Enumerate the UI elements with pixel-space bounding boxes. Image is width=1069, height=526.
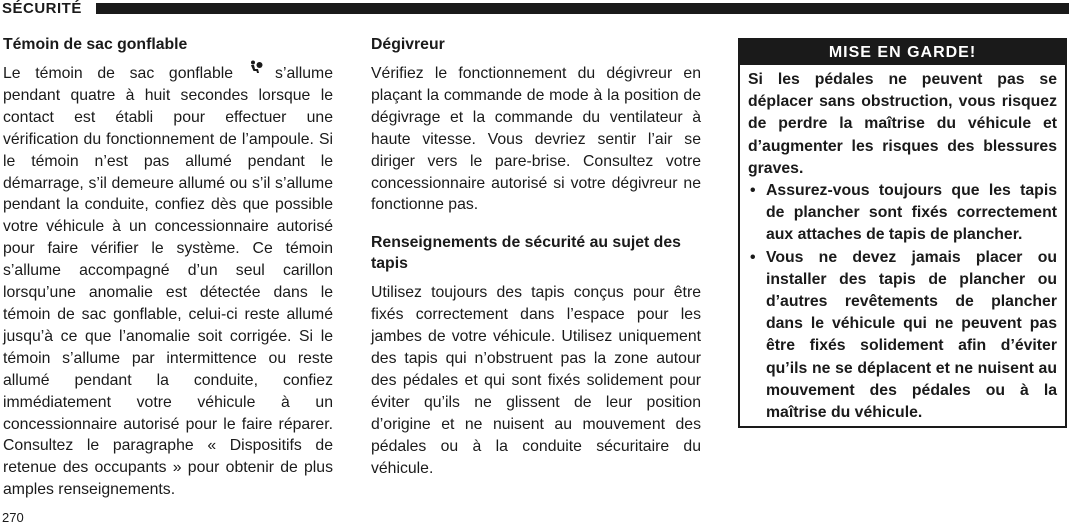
bullet-icon: • [750, 248, 756, 266]
warning-box [738, 38, 1067, 428]
section-title: SÉCURITÉ [2, 0, 90, 18]
warning-list [748, 180, 1057, 424]
warning-title: MISE EN GARDE! [740, 40, 1065, 65]
section-header [0, 0, 1069, 20]
bullet-icon: • [750, 182, 756, 200]
floor-mat-heading: Renseignements de sécurité au sujet des tapis [371, 234, 681, 273]
floor-mat-paragraph: Utilisez toujours des tapis conçus pour être fixés correctement dans l’espace pour les jambes de votre véhicule. Utilisez uniquement des tapis qui n’obstruent pas la zone autour des pédales et qui sont fixés solidement pour éviter qu’ils ne glissent de leur position d’origine et ne nuisent au mouvement des pédales ou à la conduite sécuritaire du véhicule. [371, 284, 701, 477]
defroster-paragraph: Vérifiez le fonctionnement du dégivreur en plaçant la commande de mode à la position de dégivrage et la commande du ventilateur à haute vitesse. Vous devriez sentir l’air se diriger vers le pare-brise. Consultez votre concessionnaire autorisé si votre dégivreur ne fonctionne pas. [371, 65, 701, 214]
warning-intro: Si les pédales ne peuvent pas se déplacer sans obstruction, vous risquez de perdre la maîtrise du véhicule et d’augmenter les risques des blessures graves. [748, 71, 1057, 177]
page-number: 270 [2, 510, 24, 525]
warning-item [748, 180, 1057, 247]
header-rule [96, 3, 1069, 14]
defroster-heading: Dégivreur [371, 36, 445, 53]
warning-body [740, 65, 1065, 424]
airbag-paragraph-rest: s’allume pendant quatre à huit secondes lorsque le contact est établi pour effectuer une vérification du fonctionnement de l’ampoule. Si le témoin n’est pas allumé pendant le démarrage, s’il demeure allumé ou s’il s’allume pendant la conduite, confiez dès que possible votre véhicule à un concessionnaire autorisé pour faire vérifier le système. Ce témoin s’allume accompagné d’un seul carillon lorsqu’une anomalie est détectée dans le témoin de sac gonflable, celui-ci reste allumé jusqu’à ce que l’anomalie soit corrigée. Si le témoin s’allume par intermittence ou reste allumé pendant la conduite, confiez immédiatement votre véhicule à un concessionnaire autorisé pour le faire réparer. Consultez le paragraphe « Dispositifs de retenue des occupants » pour obtenir de plus amples renseignements. [3, 65, 333, 499]
warning-item-text: Vous ne devez jamais placer ou installer des tapis de plancher ou d’autres revêtements de plancher dans le véhicule qui ne peuvent pas être fixés solidement afin d’éviter qu’ils ne se déplacent et ne nuisent au mouvement des pédales ou à la maîtrise du véhicule. [766, 248, 1057, 422]
airbag-light-paragraph [3, 63, 333, 501]
airbag-light-heading: Témoin de sac gonflable [3, 36, 188, 53]
warning-item [748, 247, 1057, 425]
warning-item-text: Assurez-vous toujours que les tapis de plancher sont fixés correctement aux attaches de tapis de plancher. [766, 182, 1057, 244]
column-middle [371, 34, 701, 480]
airbag-paragraph-start: Le témoin de sac gonflable [3, 65, 234, 82]
airbag-warning-icon [233, 64, 275, 80]
column-left [3, 34, 333, 501]
